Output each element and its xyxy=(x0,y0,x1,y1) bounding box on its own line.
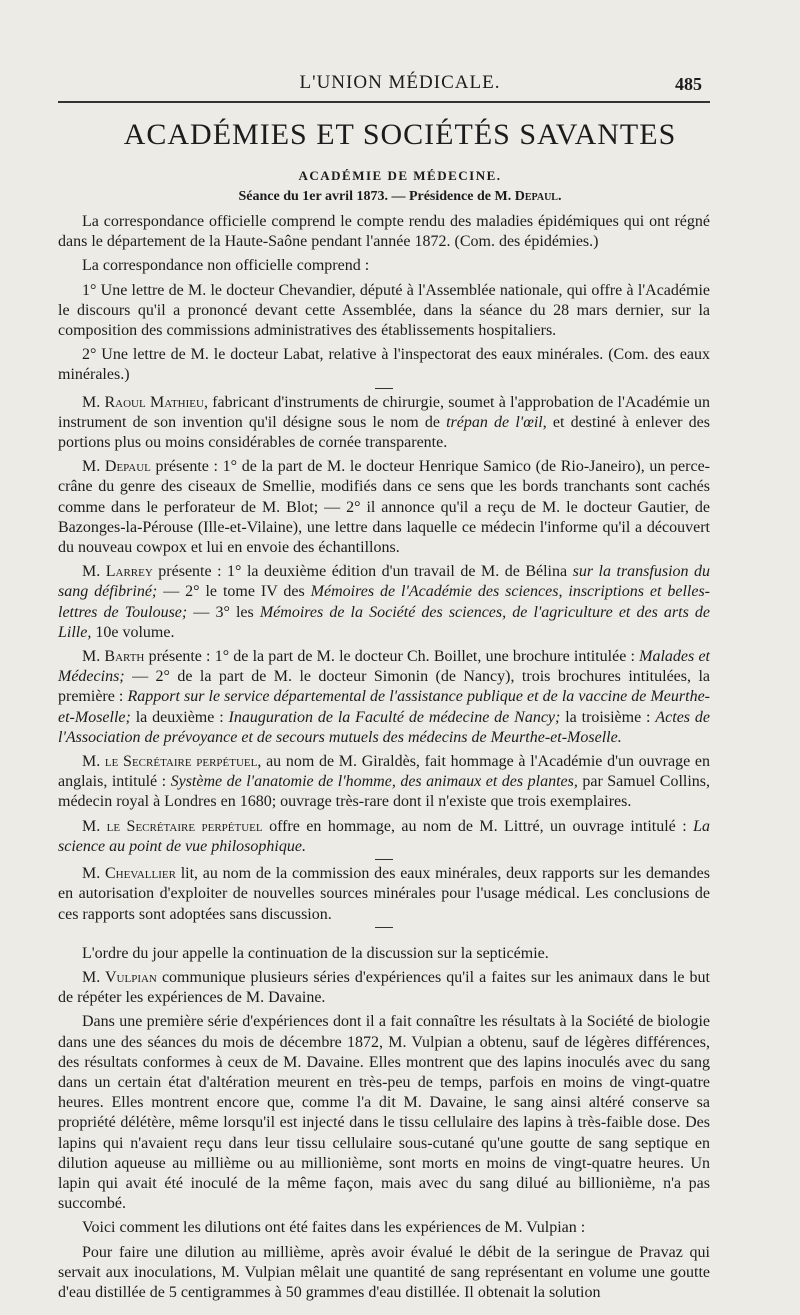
section-divider xyxy=(375,388,393,389)
instrument-name: trépan de l'œil xyxy=(446,413,543,431)
book-title: Système de l'anatomie de l'homme, des animaux et des plantes, xyxy=(170,773,578,791)
speaker-name: M. Larrey xyxy=(82,563,153,581)
speaker-name: M. Raoul Mathieu xyxy=(82,393,204,411)
paragraph-order-of-day: L'ordre du jour appelle la continuation de la discussion sur la septicémie. xyxy=(82,944,549,962)
paragraph-secretary-giraldes: M. le Secrétaire perpétuel, au nom de M. Giraldès, fait hommage à l'Académie d'un ouvrage en anglais, intitulé : Système de l'anatomie de l'homme, des animaux et des plantes, par Samuel Collins, médecin royal à Londres en 1680; ouvrage très-rare dont il n'existe que trois exemplaires. xyxy=(58,753,710,811)
page-number: 485 xyxy=(675,74,702,94)
speaker-name: M. Vulpian xyxy=(82,968,157,986)
section-title: ACADÉMIES ET SOCIÉTÉS SAVANTES xyxy=(123,118,677,151)
section-divider xyxy=(375,859,393,860)
paragraph-dilution-method: Pour faire une dilution au millième, après avoir évalué le débit de la seringue de Pravaz qui servait aux inoculations, M. Vulpian mêlait une quantité de sang représentant en volume une goutte d'eau distillée de 5 centigrammes à 50 grammes d'eau distillée. Il obtenait la solution xyxy=(58,1243,710,1301)
speaker-name: M. le Secrétaire perpétuel xyxy=(82,753,258,771)
book-title: Mémoires de l'Académie des sciences, inscriptions et belles-lettres de Toulouse; xyxy=(58,583,711,621)
session-prefix: Séance du 1er avril 1873. — Présidence de xyxy=(238,189,495,204)
book-title: sur la transfusion du sang défibriné; xyxy=(58,563,711,601)
speaker-name: M. Barth xyxy=(82,648,145,666)
book-title: Malades et Médecins; xyxy=(58,648,710,686)
paragraph-correspondence-unofficial: La correspondance non officielle comprend : xyxy=(82,257,370,275)
paragraph-mathieu: M. Raoul Mathieu, fabricant d'instruments de chirurgie, soumet à l'approbation de l'Académie un instrument de son invention qu'il désigne sous le nom de trépan de l'œil, et destiné à enlever des portions plus ou moins considérables de cornée transparente. xyxy=(58,393,711,452)
article-body xyxy=(58,212,710,1307)
academy-subtitle: ACADÉMIE DE MÉDECINE. xyxy=(298,168,502,183)
paragraph-dilutions-intro: Voici comment les dilutions ont été faites dans les expériences de M. Vulpian : xyxy=(82,1219,586,1237)
speaker-name: M. Depaul xyxy=(82,458,151,476)
book-title: Inauguration de la Faculté de médecine de Nancy; xyxy=(228,708,561,726)
paragraph-letter-labat: 2° Une lettre de M. le docteur Labat, relative à l'inspectorat des eaux minérales. (Com. des eaux minérales.) xyxy=(58,346,710,384)
paragraph-vulpian: M. Vulpian communique plusieurs séries d'expériences qu'il a faites sur les animaux dans le but de répéter les expériences de M. Davaine. xyxy=(58,968,710,1007)
paragraph-larrey: M. Larrey présente : 1° la deuxième édition d'un travail de M. de Bélina sur la transfusion du sang défibriné; — 2° le tome IV des Mémoires de l'Académie des sciences, inscriptions et belles-lettres de Toulouse; — 3° les Mémoires de la Société des sciences, de l'agriculture et des arts de Lille, 10e volume. xyxy=(58,563,711,641)
book-title: Mémoires de la Société des sciences, de l'agriculture et des arts de Lille, xyxy=(58,603,711,641)
paragraph-barth: M. Barth présente : 1° de la part de M. le docteur Ch. Boillet, une brochure intitulée : Malades et Médecins; — 2° de la part de M. le docteur Simonin (de Nancy), trois brochures intitulées, la première : Rapport sur le service départemental de l'assistance publique et de la vaccine de Meurthe-et-Moselle; la deuxième : Inauguration de la Faculté de médecine de Nancy; la troisième : Actes de l'Association de prévoyance et de secours mutuels des médecins de Meurthe-et-Moselle. xyxy=(58,648,711,746)
session-line xyxy=(0,189,800,205)
paragraph-chevallier: M. Chevallier lit, au nom de la commission des eaux minérales, deux rapports sur les demandes en autorisation d'exploiter de nouvelles sources minérales pour l'usage médical. Les conclusions de ces rapports sont adoptées sans discussion. xyxy=(58,865,710,923)
paragraph-secretary-littre: M. le Secrétaire perpétuel offre en hommage, au nom de M. Littré, un ouvrage intitulé : La science au point de vue philosophique. xyxy=(58,817,710,855)
paragraph-first-series: Dans une première série d'expériences dont il a fait connaître les résultats à la Société de biologie dans une des séances du mois de décembre 1872, M. Vulpian a obtenu, sauf de légères différences, des résultats conformes à ceux de M. Davaine. Elles montrent que des lapins inoculés avec du sang dans un certain état d'altération meurent en très-peu de temps, parfois en moins de vingt-quatre heures. Elles montrent encore que, comme l'a dit M. Davaine, le sang ainsi altéré conserve sa propriété délétère, même lorsqu'il est injecté dans le tissu cellulaire des lapins à très-faible dose. Des lapins qui n'avaient reçu dans leur tissu cellulaire sous-cutané qu'une goutte de sang septique en dilution aqueuse au millième ou au millionième, sont morts en moins de vingt-quatre heures. Un lapin qui avait été inoculé de la même façon, mais avec du sang dilué au billionième, n'a pas succombé. xyxy=(58,1013,710,1213)
running-title: L'UNION MÉDICALE. xyxy=(299,72,501,93)
book-title: Actes de l'Association de prévoyance et de secours mutuels des médecins de Meurthe-et-Moselle. xyxy=(58,708,710,746)
session-president: M. Depaul. xyxy=(494,189,562,204)
paragraph-correspondence-official: La correspondance officielle comprend le compte rendu des maladies épidémiques qui ont régné dans le département de la Haute-Saône pendant l'année 1872. (Com. des épidémies.) xyxy=(58,213,710,251)
section-divider xyxy=(375,927,393,928)
paragraph-depaul: M. Depaul présente : 1° de la part de M. le docteur Henrique Samico (de Rio-Janeiro), un perce-crâne du genre des ciseaux de Smellie, modifiés dans ce sens que les bords tranchants sont cachés comme dans le perforateur de M. Blot; — 2° il annonce qu'il a reçu de M. le docteur Gautier, de Bazonges-la-Pérouse (Ille-et-Vilaine), une lettre dans laquelle ce médecin l'informe qu'il a découvert du nouveau cowpox et lui en envoie des échantillons. xyxy=(58,458,710,557)
speaker-name: M. le Secrétaire perpétuel xyxy=(82,817,263,835)
book-title: Rapport sur le service départemental de l'assistance publique et de la vaccine de Meurthe-et-Moselle; xyxy=(58,688,711,726)
header-rule xyxy=(58,101,710,103)
book-title: La science au point de vue philosophique. xyxy=(58,817,710,855)
paragraph-letter-chevandier: 1° Une lettre de M. le docteur Chevandier, député à l'Assemblée nationale, qui offre à l'Académie le discours qu'il a prononcé devant cette Assemblée, dans la séance du 28 mars dernier, sur la composition des commissions administratives des établissements hospitaliers. xyxy=(58,281,710,340)
speaker-name: M. Chevallier xyxy=(82,865,176,883)
